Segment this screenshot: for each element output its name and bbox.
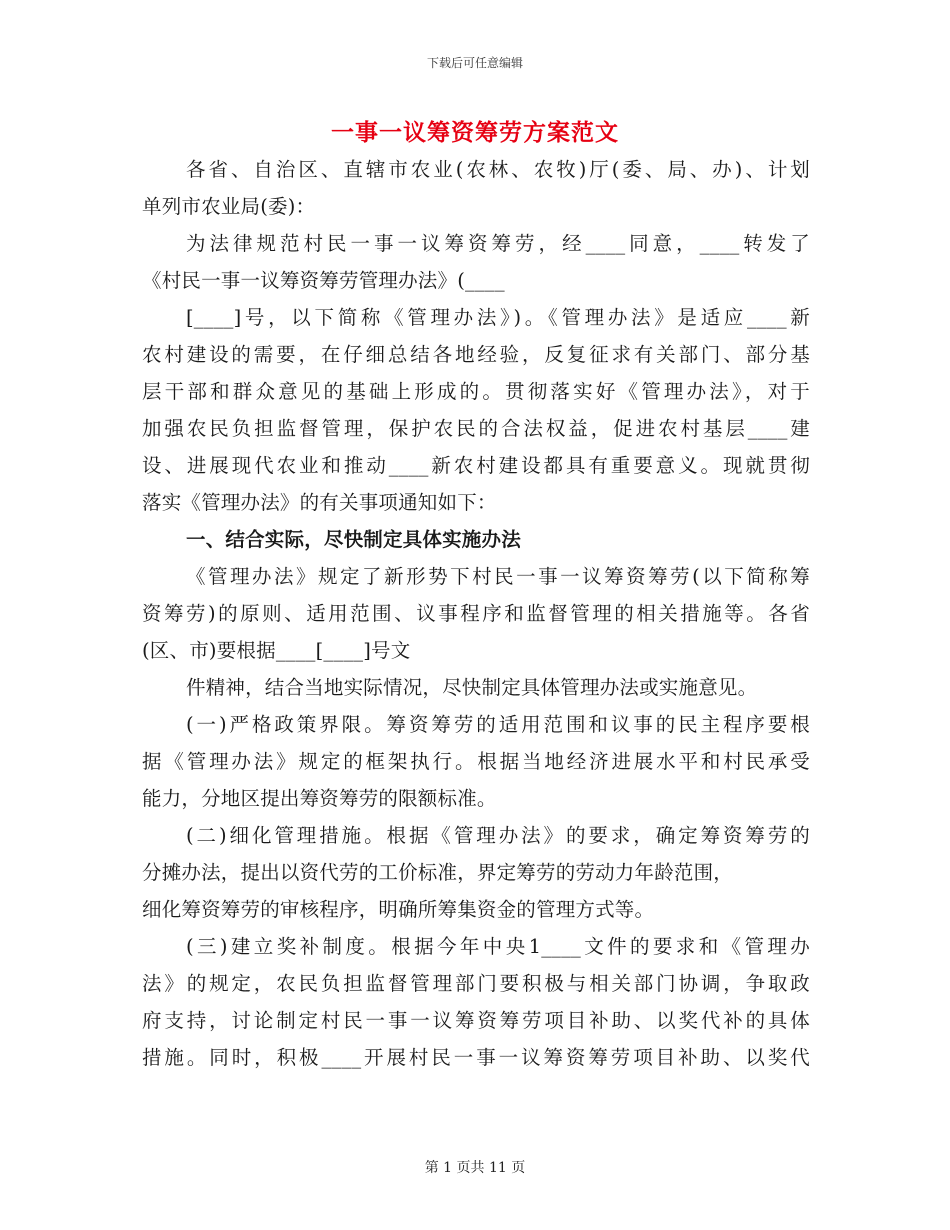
body-line: (一)严格政策界限。筹资筹劳的适用范围和议事的民主程序要根	[186, 713, 811, 736]
body-line: 法》的规定，农民负担监督管理部门要积极与相关部门协调，争取政	[142, 972, 810, 995]
page-number: 第 1 页共 11 页	[424, 1160, 526, 1176]
body-line: 《村民一事一议筹资筹劳管理办法》(____	[142, 269, 505, 292]
body-line: 件精神，结合当地实际情况，尽快制定具体管理办法或实施意见。	[186, 676, 758, 699]
body-line: 分摊办法，提出以资代劳的工价标准，界定筹劳的劳动力年龄范围，	[142, 861, 734, 884]
body-line: 设、进展现代农业和推动____新农村建设都具有重要意义。现就贯彻	[142, 454, 810, 477]
body-line: (区、市)要根据____[____]号文	[142, 639, 411, 662]
body-line: 加强农民负担监督管理，保护农民的合法权益，促进农村基层____建	[142, 417, 810, 440]
document-body	[142, 151, 810, 1076]
section-heading: 一、结合实际，尽快制定具体实施办法	[186, 528, 521, 551]
body-line: (二)细化管理措施。根据《管理办法》的要求，确定筹资筹劳的	[186, 824, 811, 847]
body-line: 细化筹资筹劳的审核程序，明确所筹集资金的管理方式等。	[142, 898, 655, 921]
body-line: 落实《管理办法》的有关事项通知如下：	[142, 491, 497, 514]
document-title: 一事一议筹资筹劳方案范文	[331, 119, 619, 146]
body-line: 能力，分地区提出筹资筹劳的限额标准。	[142, 787, 497, 810]
header-note: 下载后可任意编辑	[426, 56, 523, 70]
body-line: [____]号，以下简称《管理办法》)。《管理办法》是适应____新	[186, 306, 810, 329]
body-line: 《管理办法》规定了新形势下村民一事一议筹资筹劳(以下简称筹	[186, 565, 810, 588]
body-line: 据《管理办法》规定的框架执行。根据当地经济进展水平和村民承受	[142, 750, 810, 773]
body-line: 各省、自治区、直辖市农业(农林、农牧)厅(委、局、办)、计划	[186, 158, 810, 181]
body-line: 为法律规范村民一事一议筹资筹劳，经____同意，____转发了	[186, 232, 810, 255]
body-line: 资筹劳)的原则、适用范围、议事程序和监督管理的相关措施等。各省	[142, 602, 810, 625]
body-line: 府支持，讨论制定村民一事一议筹资筹劳项目补助、以奖代补的具体	[142, 1009, 810, 1032]
body-line: 措施。同时，积极____开展村民一事一议筹资筹劳项目补助、以奖代	[142, 1046, 810, 1069]
body-line: (三)建立奖补制度。根据今年中央1____文件的要求和《管理办	[186, 935, 810, 958]
body-line: 层干部和群众意见的基础上形成的。贯彻落实好《管理办法》，对于	[142, 380, 810, 403]
body-line: 单列市农业局(委)：	[142, 195, 316, 218]
body-line: 农村建设的需要，在仔细总结各地经验，反复征求有关部门、部分基	[142, 343, 810, 366]
